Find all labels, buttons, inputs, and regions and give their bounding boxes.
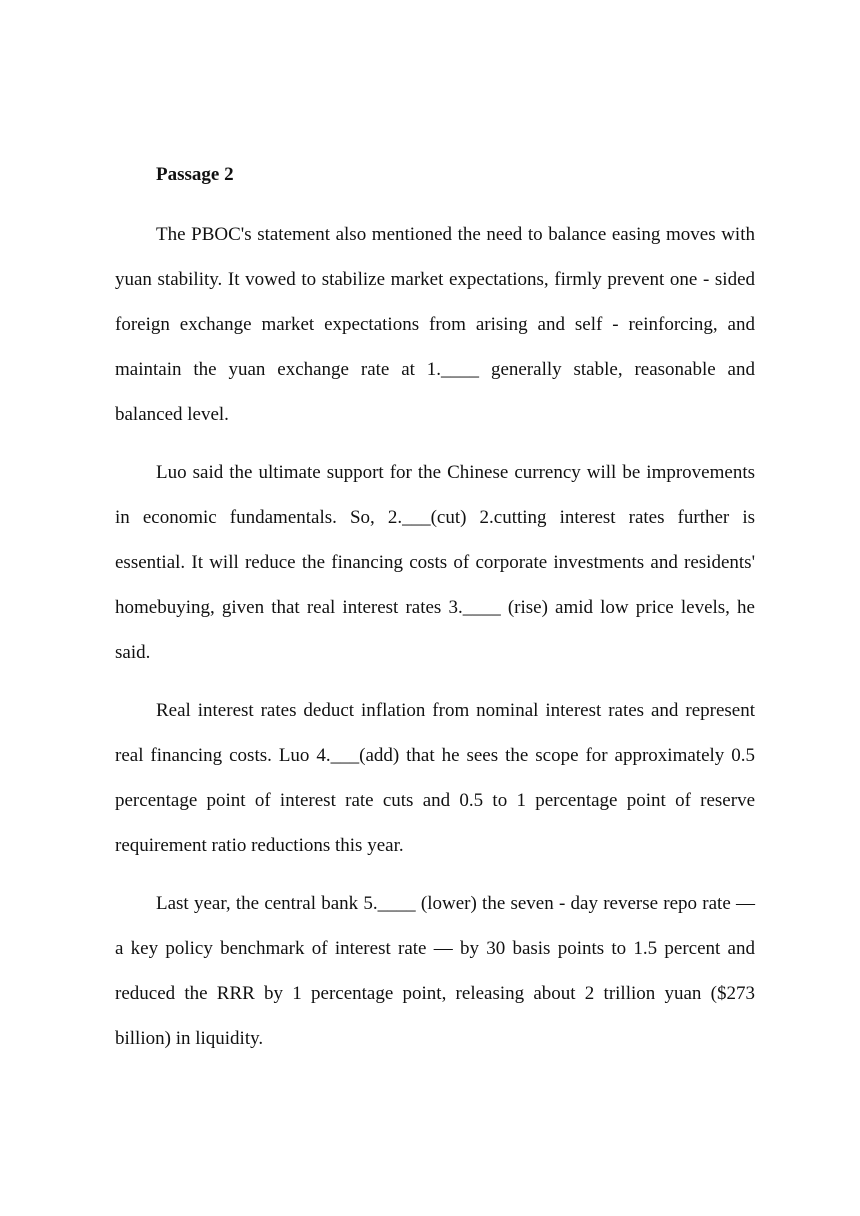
document-page xyxy=(115,158,755,1074)
paragraph-1: The PBOC's statement also mentioned the need to balance easing moves with yuan stability. It vowed to stabilize market expectations, firmly prevent one - sided foreign exchange market expectations from arising and self - reinforcing, and maintain the yuan exchange rate at 1.____ generally stable, reasonable and balanced level. xyxy=(115,224,755,425)
paragraph-4: Last year, the central bank 5.____ (lower) the seven - day reverse repo rate — a key policy benchmark of interest rate — by 30 basis points to 1.5 percent and reduced the RRR by 1 percentage point, releasing about 2 trillion yuan ($273 billion) in liquidity. xyxy=(115,893,755,1049)
paragraph-3: Real interest rates deduct inflation from nominal interest rates and represent real financing costs. Luo 4.___(add) that he sees the scope for approximately 0.5 percentage point of interest rate cuts and 0.5 to 1 percentage point of reserve requirement ratio reductions this year. xyxy=(115,700,755,856)
passage-heading: Passage 2 xyxy=(156,164,234,185)
paragraph-2: Luo said the ultimate support for the Chinese currency will be improvements in economic fundamentals. So, 2.___(cut) 2.cutting interest rates further is essential. It will reduce the financing costs of corporate investments and residents' homebuying, given that real interest rates 3.____ (rise) amid low price levels, he said. xyxy=(115,462,755,663)
